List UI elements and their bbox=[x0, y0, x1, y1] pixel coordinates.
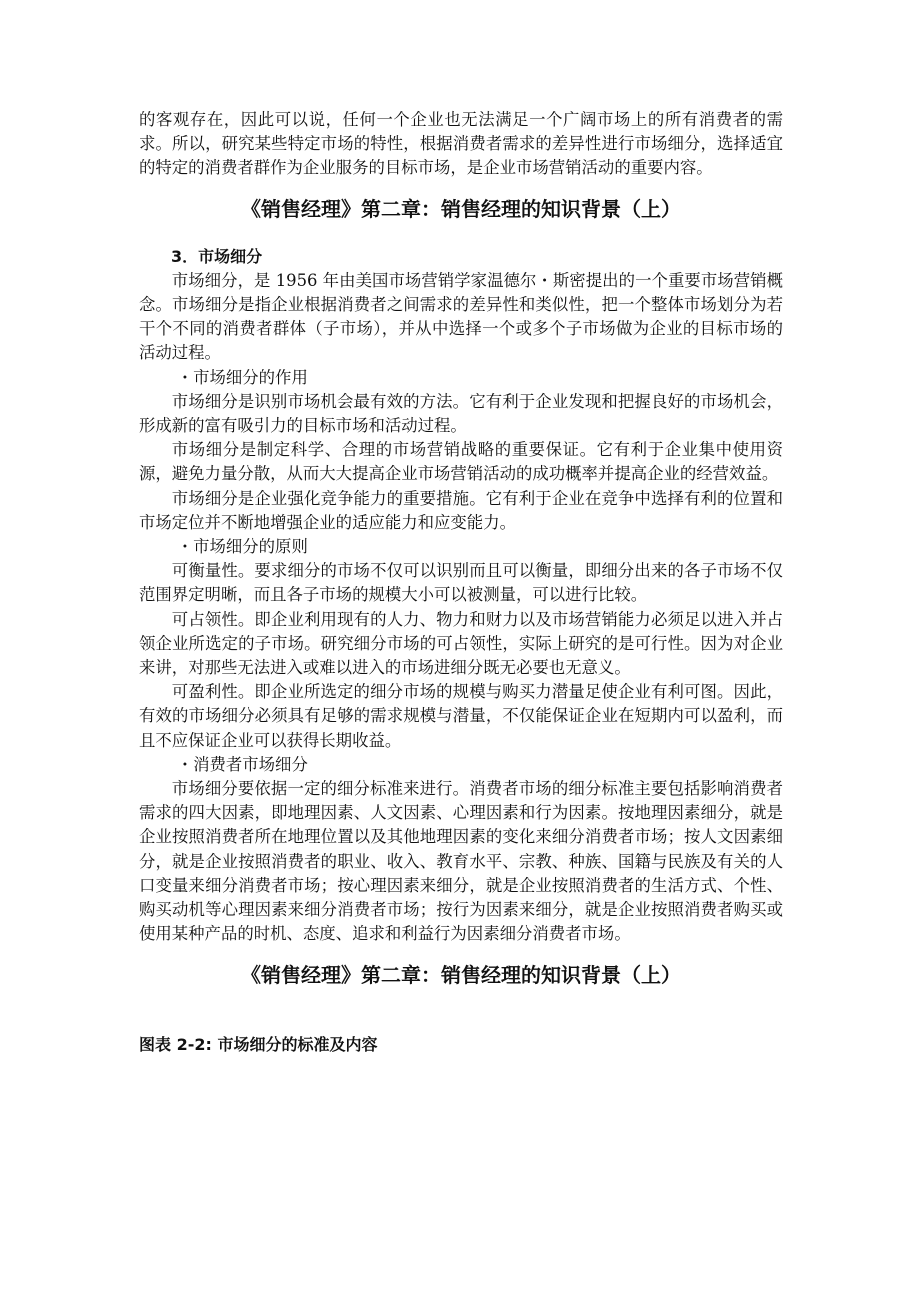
role-paragraph-2: 市场细分是制定科学、合理的市场营销战略的重要保证。它有利于企业集中使用资源，避免力量分散，从而大大提高企业市场营销活动的成功概率并提高企业的经营效益。 bbox=[139, 440, 783, 484]
principle-paragraph-1: 可衡量性。要求细分的市场不仅可以识别而且可以衡量，即细分出来的各子市场不仅范围界定明晰，而且各子市场的规模大小可以被测量，可以进行比较。 bbox=[139, 561, 783, 605]
definition-paragraph: 市场细分，是 1956 年由美国市场营销学家温德尔・斯密提出的一个重要市场营销概念。市场细分是指企业根据消费者之间需求的差异性和类似性，把一个整体市场划分为若干个不同的消费者群体（子市场），并从中选择一个或多个子市场做为企业的目标市场的活动过程。 bbox=[139, 270, 783, 363]
principle-paragraph-3: 可盈利性。即企业所选定的细分市场的规模与购买力潜量足使企业有利可图。因此，有效的市场细分必须具有足够的需求规模与潜量，不仅能保证企业在短期内可以盈利，而且不应保证企业可以获得长期收益。 bbox=[139, 682, 783, 750]
chapter-heading: 《销售经理》第二章：销售经理的知识背景（上） bbox=[241, 196, 681, 221]
role-paragraph-3: 市场细分是企业强化竞争能力的重要措施。它有利于企业在竞争中选择有利的位置和市场定位并不断地增强企业的适应能力和应变能力。 bbox=[139, 488, 783, 532]
bullet-heading-principle: ・市场细分的原则 bbox=[176, 537, 308, 557]
section-title: 3．市场细分 bbox=[171, 246, 263, 266]
principle-paragraph-2: 可占领性。即企业利用现有的人力、物力和财力以及市场营销能力必须足以进入并占领企业所选定的子市场。研究细分市场的可占领性，实际上研究的是可行性。因为对企业来讲，对那些无法进入或难以进入的市场进细分既无必要也无意义。 bbox=[139, 609, 783, 678]
bullet-heading-consumer: ・消费者市场细分 bbox=[176, 754, 308, 774]
consumer-paragraph: 市场细分要依据一定的细分标准来进行。消费者市场的细分标准主要包括影响消费者需求的四大因素，即地理因素、人文因素、心理因素和行为因素。按地理因素细分，就是企业按照消费者所在地理位置以及其他地理因素的变化来细分消费者市场；按人文因素细分，就是企业按照消费者的职业、收入、教育水平、宗教、种族、国籍与民族及有关的人口变量来细分消费者市场；按心理因素来细分，就是企业按照消费者的生活方式、个性、购买动机等心理因素来细分消费者市场；按行为因素来细分，就是企业按照消费者购买或使用某种产品的时机、态度、追求和利益行为因素细分消费者市场。 bbox=[139, 779, 783, 944]
role-paragraph-1: 市场细分是识别市场机会最有效的方法。它有利于企业发现和把握良好的市场机会，形成新的富有吸引力的目标市场和活动过程。 bbox=[139, 391, 783, 436]
document-page bbox=[139, 108, 783, 1057]
intro-paragraph: 的客观存在，因此可以说，任何一个企业也无法满足一个广阔市场上的所有消费者的需求。所以，研究某些特定市场的特性，根据消费者需求的差异性进行市场细分，选择适宜的特定的消费者群作为企业服务的目标市场，是企业市场营销活动的重要内容。 bbox=[139, 110, 783, 178]
bullet-heading-role: ・市场细分的作用 bbox=[176, 367, 308, 387]
chapter-heading-repeat: 《销售经理》第二章：销售经理的知识背景（上） bbox=[241, 962, 681, 987]
figure-caption: 图表 2-2: 市场细分的标准及内容 bbox=[139, 1034, 378, 1054]
